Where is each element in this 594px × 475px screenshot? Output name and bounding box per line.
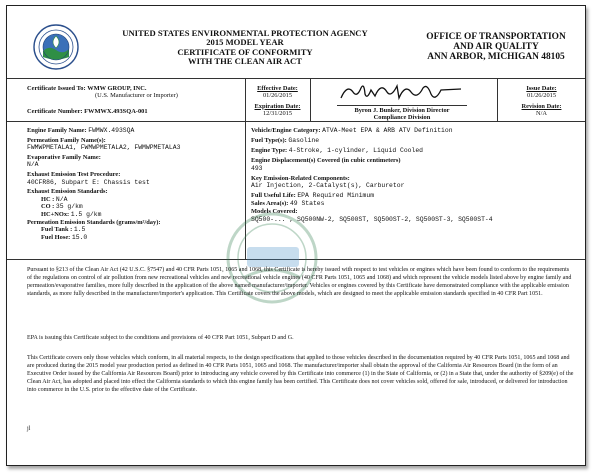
model-year: 2015 MODEL YEAR bbox=[206, 37, 284, 48]
dates-block bbox=[246, 85, 309, 118]
certificate-number-value: FWMWX.493SQA-001 bbox=[84, 107, 148, 115]
hc-value: N/A bbox=[55, 195, 68, 203]
key-components-value: Air Injection, 2-Catalyst(s), Carburetor bbox=[251, 182, 405, 190]
initials: jl bbox=[27, 426, 31, 432]
issue-date-label: Issue Date: bbox=[526, 85, 557, 92]
useful-life-label: Full Useful Life: bbox=[251, 192, 296, 200]
paragraph-1: Pursuant to §213 of the Clean Air Act (42 U.S.C. §7547) and 40 CFR Parts 1051, 1065 and 1068, this Certificate is hereby issued with respect to test vehicles or engines which have been found to conform to the requirements of the regulations on control of air pollution from new recreational vehicles and new recreational vehicle engines (40 CFR Parts 1051, 1065 and 1068) and which represent the vehicle models listed above by engine family and permeation/evaporative families, more fully described in the application of the above named manufacturer/importer. Vehicles or engines covered by this Certificate have demonstrated compliance with the applicable emission standards, as more fully described in the manufacturer/importer's application. This Certificate covers the above models, which are designed to meet the applicable emission standards specified in 40 CFR Part 1051. bbox=[27, 267, 572, 298]
models-covered-value: SQ500-... , SQ500NW-2, SQ500ST, SQ500ST-2, SQ500ST-3, SQ500ST-4 bbox=[251, 216, 493, 224]
co-value: 35 g/km bbox=[55, 203, 83, 211]
vehicle-details-block bbox=[251, 127, 581, 224]
issue-date-block bbox=[498, 85, 585, 118]
fuel-hose-value: 15.0 bbox=[71, 233, 88, 241]
paragraph-3: This Certificate covers only those vehicles which conform, in all material respects, to the design specifications that applied to those vehicles described in the documentation required by 40 CFR Parts 1051, 1065 and 1068 and are produced during the 2015 model year production period as defined in 40 CFR Parts 1051, 1065 and 1068. The manufacturer/importer shall obtain the approval of the California Air Resources Board (in the form of an Executive Order issued by the California Air Resources Board) prior to introducing any vehicle covered by this Certificate into commerce (1) in the State of California, or (2) in a State that, under the authority of §209(e) of the Clean Air Act, has adopted and placed into effect the California standards to which this engine family has been certified. This Certificate does not cover vehicles sold, offered for sale, introduced, or delivered for introduction into commerce in the U.S. prior to the effective date of the Certificate. bbox=[27, 355, 574, 394]
useful-life-value: EPA Required Minimum bbox=[297, 192, 375, 200]
emission-standards-label: Exhaust Emission Standards: bbox=[27, 188, 108, 196]
office-line-2: AND AIR QUALITY bbox=[453, 42, 539, 52]
engine-details-block bbox=[27, 127, 241, 241]
issued-to-label: Certificate Issued To: bbox=[27, 85, 86, 92]
revision-date-label: Revision Date: bbox=[521, 102, 562, 110]
evaporative-family-label: Evaporative Family Name: bbox=[27, 153, 101, 161]
header-office-block bbox=[409, 32, 583, 62]
permeation-standards-label: Permeation Emission Standards (grams/m²/day): bbox=[27, 218, 161, 226]
certificate-number-label: Certificate Number: bbox=[27, 107, 83, 115]
effective-date-value: 01/26/2015 bbox=[262, 92, 293, 100]
expiration-date-value: 12/31/2015 bbox=[262, 110, 293, 118]
permeation-family-value: FWMWPMETALA1, FWMWPMETALA2, FWMWPMETALA3 bbox=[27, 144, 181, 152]
certificate-title: CERTIFICATE OF CONFORMITY bbox=[177, 46, 313, 57]
issue-date-value: 01/26/2015 bbox=[526, 92, 557, 100]
models-covered-label: Models Covered: bbox=[251, 208, 298, 216]
signatory-block bbox=[337, 105, 467, 122]
effective-date-label: Effective Date: bbox=[257, 85, 298, 92]
test-procedure-value: 40CFR86, Subpart E: Chassis test bbox=[27, 178, 150, 186]
fuel-type-label: Fuel Type(s): bbox=[251, 136, 287, 144]
expiration-date-label: Expiration Date: bbox=[254, 102, 301, 110]
fuel-tank-value: 1.5 bbox=[73, 226, 86, 234]
permeation-family-label: Permeation Family Name(s): bbox=[27, 136, 106, 144]
engine-family-label: Engine Family Name: bbox=[27, 127, 87, 134]
hcnox-label: HC+NOx: bbox=[41, 210, 70, 218]
engine-type-value: 4-Stroke, 1-cylinder, Liquid Cooled bbox=[288, 146, 424, 154]
signatory-title: Compliance Division bbox=[373, 114, 431, 122]
epa-seal-icon bbox=[33, 24, 79, 70]
displacement-label: Engine Displacement(s) Covered (in cubic centimeters) bbox=[251, 156, 401, 164]
header-divider bbox=[7, 78, 585, 79]
fuel-tank-label: Fuel Tank : bbox=[41, 226, 73, 234]
signature-icon bbox=[337, 80, 467, 104]
issued-to-block bbox=[27, 85, 241, 115]
paragraph-2: EPA is issuing this Certificate subject to the conditions and provisions of 40 CFR Part 1051, Subpart D and G. bbox=[27, 335, 294, 341]
issue-col-line-2 bbox=[310, 78, 311, 121]
office-line-3: ANN ARBOR, MICHIGAN 48105 bbox=[427, 52, 565, 62]
key-components-label: Key Emission-Related Components: bbox=[251, 174, 350, 182]
engine-type-label: Engine Type: bbox=[251, 146, 288, 154]
header-agency-block bbox=[95, 29, 395, 66]
displacement-value: 493 bbox=[251, 164, 263, 172]
office-line-1: OFFICE OF TRANSPORTATION bbox=[426, 32, 566, 42]
fuel-type-value: Gasoline bbox=[288, 136, 320, 144]
signatory-name: Byron J. Bunker, Division Director bbox=[354, 107, 450, 114]
hcnox-value: 1.5 g/km bbox=[70, 210, 102, 218]
revision-date-value: N/A bbox=[535, 110, 547, 118]
agency-name: UNITED STATES ENVIRONMENTAL PROTECTION AGENCY bbox=[122, 28, 368, 38]
fuel-hose-label: Fuel Hose: bbox=[41, 233, 71, 241]
sales-areas-label: Sales Area(s): bbox=[251, 200, 289, 208]
vehicle-category-label: Vehicle/Engine Category: bbox=[251, 127, 321, 134]
vehicle-category-value: ATVA-Meet EPA & ARB ATV Definition bbox=[322, 127, 453, 134]
hc-label: HC : bbox=[41, 195, 55, 203]
test-procedure-label: Exhaust Emission Test Procedure: bbox=[27, 170, 121, 178]
certificate-frame bbox=[6, 5, 586, 466]
engine-family-value: FWMWX.493SQA bbox=[88, 127, 135, 134]
issued-to-value: WMW GROUP, INC. bbox=[87, 85, 147, 92]
act-line: WITH THE CLEAN AIR ACT bbox=[188, 55, 302, 66]
issue-divider bbox=[7, 121, 585, 122]
evaporative-family-value: N/A bbox=[27, 161, 39, 169]
co-label: CO : bbox=[41, 203, 55, 211]
sales-areas-value: 49 States bbox=[289, 200, 325, 208]
manufacturer-note: (U.S. Manufacturer or Importer) bbox=[95, 92, 178, 100]
